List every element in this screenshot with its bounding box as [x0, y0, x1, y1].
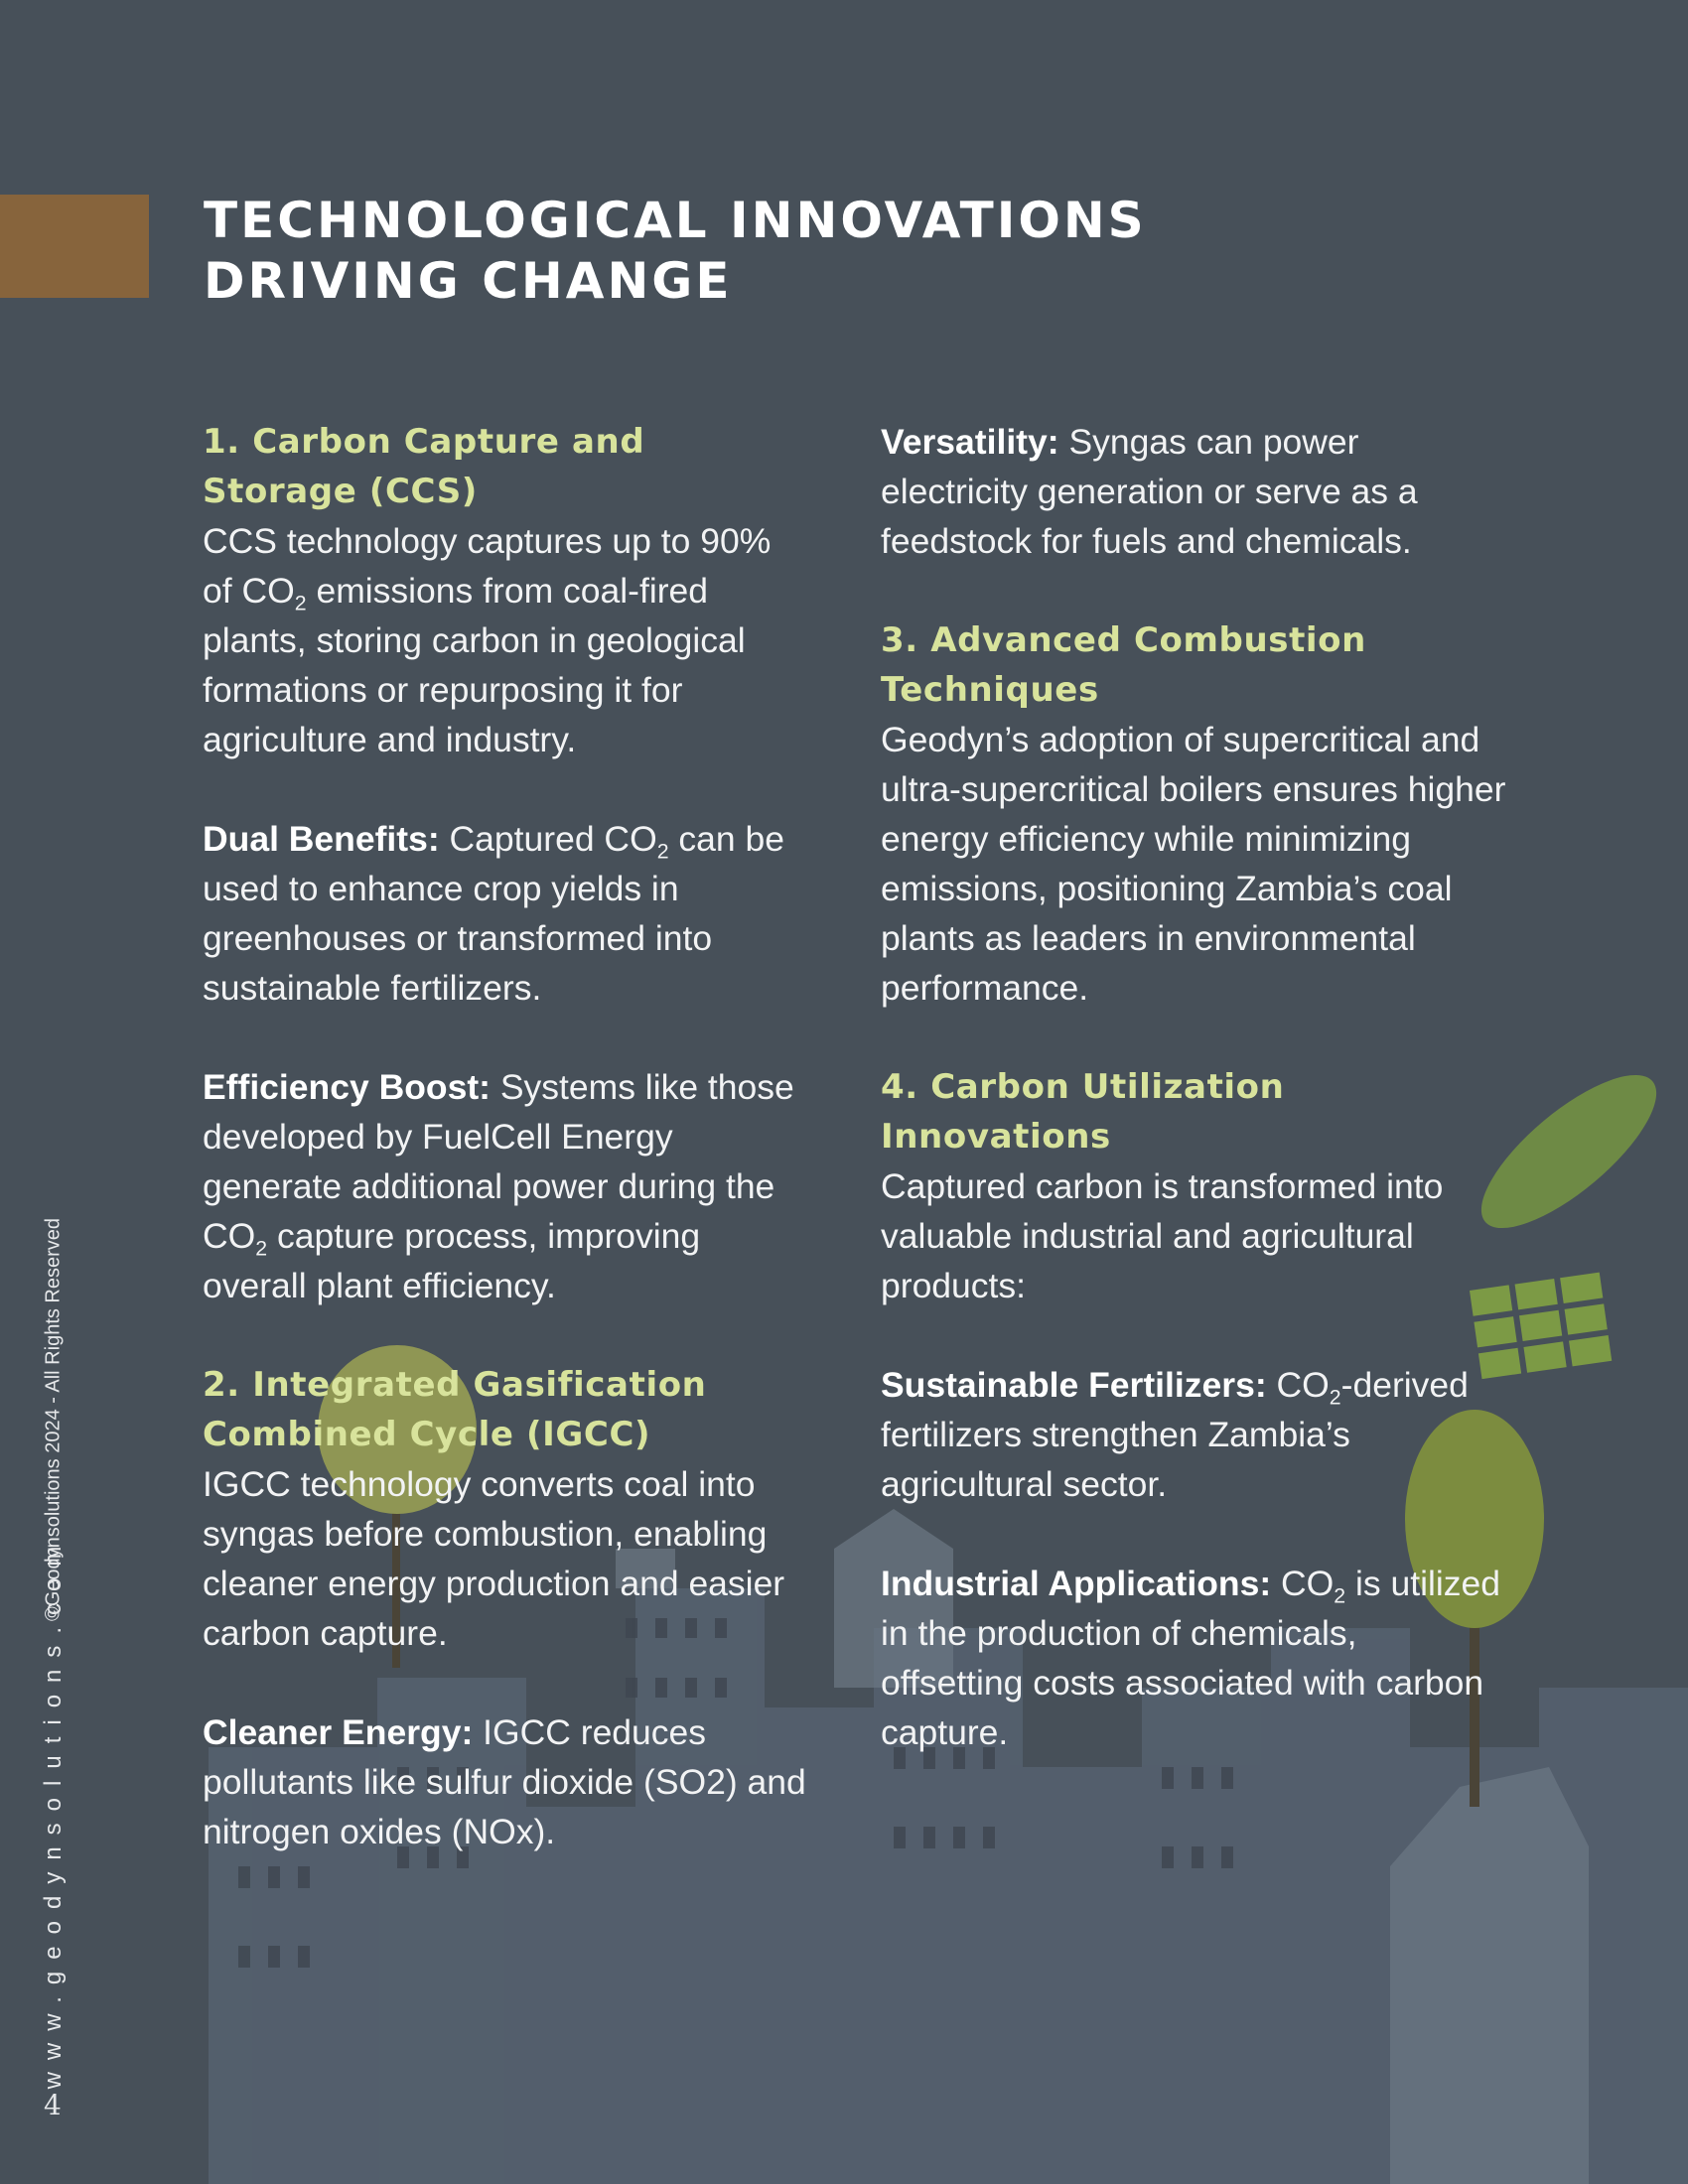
item-body: [203, 814, 808, 1013]
section-heading: [203, 417, 808, 516]
body-text: CO: [1271, 1564, 1335, 1603]
section-heading: [881, 1062, 1506, 1161]
body-text: Systems like those developed by FuelCell Energy generate additional power during the CO: [203, 1067, 794, 1256]
item-body: [881, 417, 1506, 566]
website-url[interactable]: www.geodynsolutions.com: [40, 1534, 67, 2090]
section-body: [203, 516, 808, 764]
section-igcc: [203, 1360, 808, 1658]
subscript: 2: [255, 1236, 268, 1261]
item-lead: Efficiency Boost:: [203, 1067, 491, 1107]
item-sustainable-fertilizers: [881, 1360, 1506, 1509]
item-lead: Sustainable Fertilizers:: [881, 1365, 1267, 1405]
heading-line-2: Storage (CCS): [203, 472, 478, 511]
section-advanced-combustion: [881, 615, 1506, 1013]
copyright-notice: ©Geodynsolutions 2024 - All Rights Reserved: [42, 1217, 65, 1622]
page-title-line-2: DRIVING CHANGE: [204, 252, 733, 310]
section-body: Geodyn’s adoption of supercritical and ultra-supercritical boilers ensures higher energy efficiency while minimizing emissions, positioning Zambia’s coal plants as leaders in environmental performance.: [881, 720, 1506, 1008]
page-number: 4: [44, 2089, 62, 2121]
heading-line-2: Combined Cycle (IGCC): [203, 1415, 651, 1454]
body-text: IGCC reduces pollutants like sulfur dioxide (SO2) and nitrogen oxides (NOx).: [203, 1712, 806, 1851]
section-body: Captured carbon is transformed into valuable industrial and agricultural products:: [881, 1166, 1444, 1305]
section-carbon-utilization: [881, 1062, 1506, 1310]
heading-line-2: Innovations: [881, 1117, 1111, 1157]
item-lead: Dual Benefits:: [203, 819, 440, 859]
subscript: 2: [656, 839, 669, 864]
section-heading: [203, 1360, 808, 1459]
body-text: emissions from coal-fired plants, storing carbon in geological formations or repurposing it for agriculture and industry.: [203, 571, 746, 759]
item-lead: Versatility:: [881, 422, 1059, 462]
item-dual-benefits: [203, 814, 808, 1013]
page-title: [204, 191, 1147, 312]
body-text: Captured CO: [439, 819, 657, 859]
accent-bar: [0, 195, 149, 298]
heading-line-2: Techniques: [881, 670, 1099, 710]
subscript: 2: [1329, 1385, 1341, 1410]
item-body: [203, 1707, 808, 1856]
section-body: IGCC technology converts coal into syngas before combustion, enabling cleaner energy production and easier carbon capture.: [203, 1464, 785, 1653]
heading-line-1: 4. Carbon Utilization: [881, 1067, 1285, 1107]
body-text: CO: [1266, 1365, 1330, 1405]
body-text: can be used to enhance crop yields in greenhouses or transformed into sustainable fertilizers.: [203, 819, 784, 1008]
body-text: capture process, improving overall plant efficiency.: [203, 1216, 701, 1305]
item-lead: Cleaner Energy:: [203, 1712, 474, 1752]
item-industrial-applications: [881, 1559, 1506, 1757]
item-body: [203, 1062, 808, 1310]
page-title-line-1: TECHNOLOGICAL INNOVATIONS: [204, 192, 1147, 249]
body-text: is utilized in the production of chemicals, offsetting costs associated with carbon capture.: [881, 1564, 1501, 1752]
item-lead: Industrial Applications:: [881, 1564, 1272, 1603]
left-column: [203, 417, 808, 1906]
section-heading: [881, 615, 1506, 715]
item-efficiency-boost: [203, 1062, 808, 1310]
item-cleaner-energy: [203, 1707, 808, 1856]
heading-line-1: 3. Advanced Combustion: [881, 620, 1366, 660]
item-versatility: [881, 417, 1506, 566]
section-ccs: [203, 417, 808, 764]
right-column: [881, 417, 1506, 1807]
heading-line-1: 1. Carbon Capture and: [203, 422, 645, 462]
item-body: [881, 1360, 1506, 1509]
body-text: -derived fertilizers strengthen Zambia’s agricultural sector.: [881, 1365, 1469, 1504]
heading-line-1: 2. Integrated Gasification: [203, 1365, 707, 1405]
body-text: Syngas can power electricity generation or serve as a feedstock for fuels and chemicals.: [881, 422, 1418, 561]
subscript: 2: [294, 591, 307, 615]
body-text: CCS technology captures up to 90% of CO: [203, 521, 772, 611]
subscript: 2: [1334, 1583, 1346, 1608]
item-body: [881, 1559, 1506, 1757]
